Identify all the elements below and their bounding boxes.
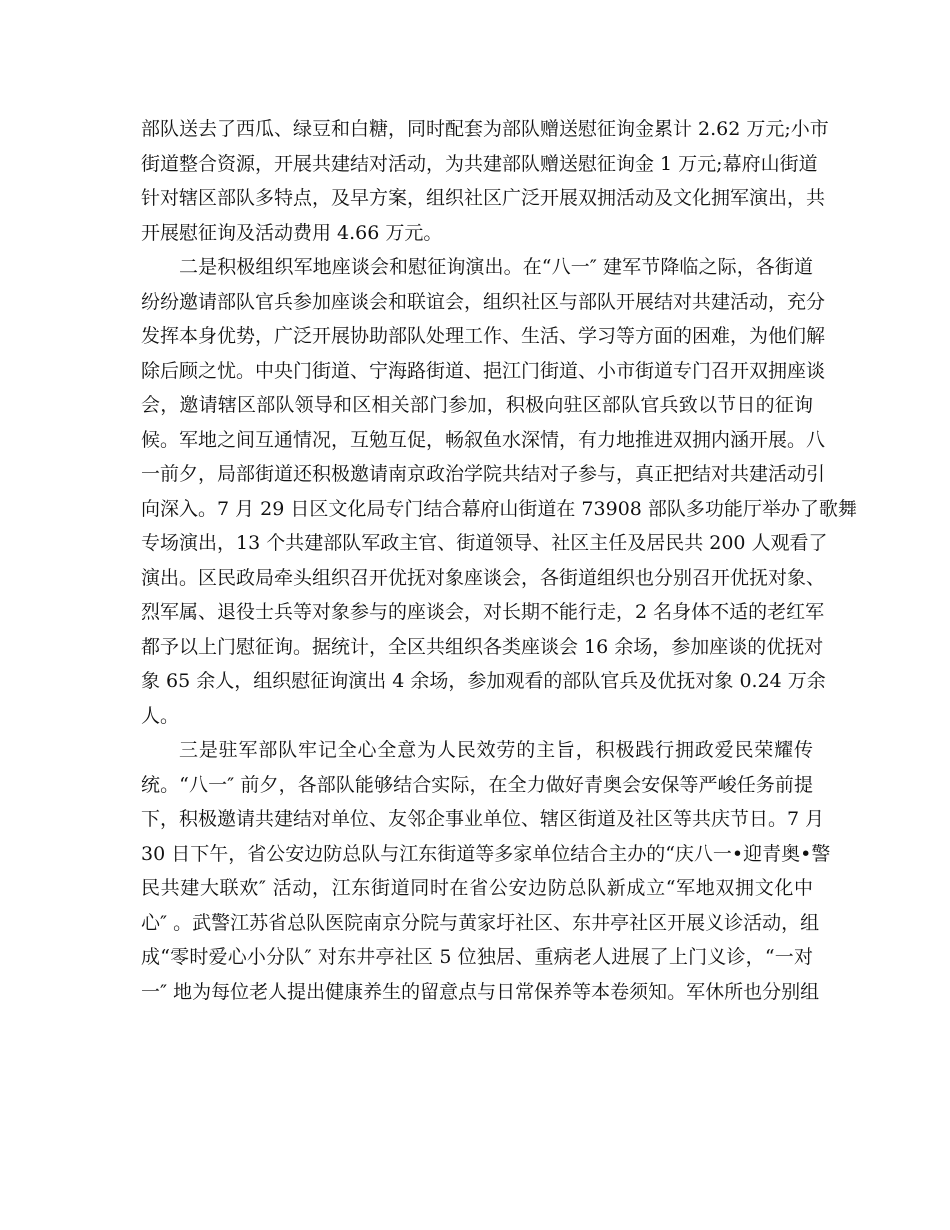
text-line: 部队送去了西瓜、绿豆和白糖，同时配套为部队赠送慰征询金累计 2.62 万元;小市 — [141, 118, 829, 140]
text-line: 民共建大联欢″ 活动，江东街道同时在省公安边防总队新成立“军地双拥文化中 — [141, 877, 813, 899]
paragraph-2 — [141, 250, 857, 733]
text-line: 三是驻军部队牢记全心全意为人民效劳的主旨，积极践行拥政爱民荣耀传 — [179, 739, 813, 761]
text-line: 演出。区民政局牵头组织召开优抚对象座谈会，各街道组织也分别召开优抚对象、 — [141, 566, 826, 589]
text-line: 向深入。7 月 29 日区文化局专门结合幕府山街道在 73908 部队多功能厅举办了歌舞 — [141, 497, 857, 520]
text-line: 除后顾之忧。中央门街道、宁海路街道、挹江门街道、小市街道专门召开双拥座谈 — [141, 359, 826, 382]
text-line: 一″ 地为每位老人提出健康养生的留意点与日常保养等本卷须知。军休所也分别组 — [141, 980, 820, 1003]
text-line: 二是积极组织军地座谈会和慰征询演出。在“八一″ 建军节降临之际，各街道 — [179, 256, 813, 278]
text-line: 专场演出，13 个共建部队军政主官、街道领导、社区主任及居民共 200 人观看了 — [141, 532, 828, 554]
text-line: 烈军属、退役士兵等对象参与的座谈会，对长期不能行走，2 名身体不适的老红军 — [141, 601, 825, 623]
text-line: 纷纷邀请部队官兵参加座谈会和联谊会，组织社区与部队开展结对共建活动，充分 — [141, 290, 826, 313]
text-line: 象 65 余人，组织慰征询演出 4 余场，参加观看的部队官兵及优抚对象 0.24 万余 — [141, 670, 826, 692]
text-line: 统。“八一″ 前夕，各部队能够结合实际，在全力做好青奥会安保等严峻任务前提 — [141, 773, 813, 796]
text-line: 30 日下午，省公安边防总队与江东街道等多家单位结合主办的“庆八一•迎青奥•警 — [141, 842, 831, 865]
text-line: 会，邀请辖区部队领导和区相关部门参加，积极向驻区部队官兵致以节日的征询 — [141, 394, 813, 416]
text-line: 发挥本身优势，广泛开展协助部队处理工作、生活、学习等方面的困难，为他们解 — [141, 325, 826, 347]
text-line: 心″ 。武警江苏省总队医院南京分院与黄家圩社区、东井亭社区开展义诊活动，组 — [141, 911, 820, 934]
text-line: 都予以上门慰征询。据统计，全区共组织各类座谈会 16 余场，参加座谈的优抚对 — [141, 635, 824, 658]
text-line: 开展慰征询及活动费用 4.66 万元。 — [141, 221, 443, 244]
text-line: 成“零时爱心小分队″ 对东井亭社区 5 位独居、重病老人进展了上门义诊，“一对 — [141, 946, 813, 968]
text-line: 针对辖区部队多特点，及早方案，组织社区广泛开展双拥活动及文化拥军演出，共 — [141, 187, 826, 209]
paragraph-3 — [141, 733, 831, 1009]
text-line: 下，积极邀请共建结对单位、友邻企事业单位、辖区街道及社区等共庆节日。7 月 — [141, 808, 825, 830]
text-line: 人。 — [141, 704, 180, 727]
text-line: 街道整合资源，开展共建结对活动，为共建部队赠送慰征询金 1 万元;幕府山街道 — [141, 152, 818, 175]
text-line: 一前夕，局部街道还积极邀请南京政治学院共结对子参与，真正把结对共建活动引 — [141, 463, 826, 485]
text-line: 候。军地之间互通情况，互勉互促，畅叙鱼水深情，有力地推进双拥内涵开展。八 — [141, 428, 826, 451]
document-body — [141, 112, 857, 1009]
paragraph-1 — [141, 112, 829, 250]
